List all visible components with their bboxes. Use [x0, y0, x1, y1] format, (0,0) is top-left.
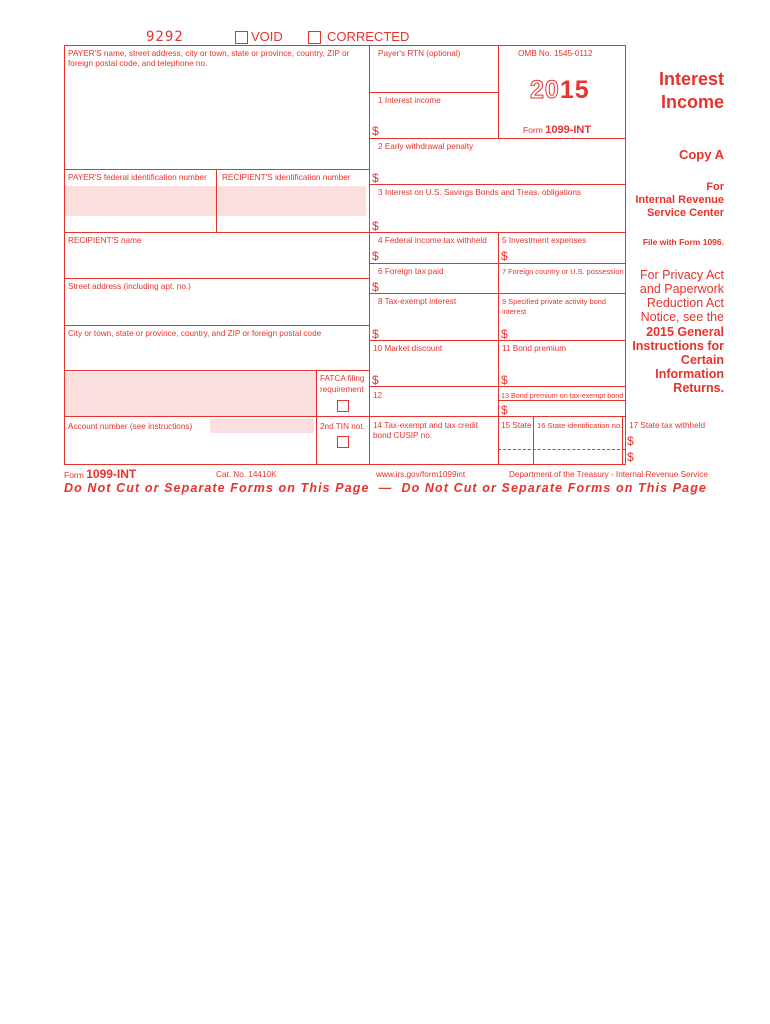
- box15-label: 15 State: [501, 421, 532, 430]
- fatca-label-2: requirement: [320, 385, 364, 394]
- privacy-line-8: Information: [655, 367, 724, 381]
- box1-label: 1 Interest income: [378, 96, 441, 105]
- box11-dollar: $: [501, 373, 508, 387]
- footer-form-prefix: Form: [64, 470, 84, 480]
- privacy-line-4: Notice, see the: [640, 310, 724, 324]
- privacy-line-7: Certain: [680, 353, 724, 367]
- recipient-id-field[interactable]: [218, 186, 366, 216]
- title-income: Income: [660, 92, 724, 112]
- form-number: 1099-INT: [545, 124, 592, 136]
- box9-label: 9 Specified private activity bond interest: [502, 297, 606, 316]
- box8-label: 8 Tax-exempt interest: [378, 297, 457, 306]
- box3-label: 3 Interest on U.S. Savings Bonds and Treas. obligations: [378, 188, 581, 197]
- second-tin-label: 2nd TIN not.: [320, 422, 365, 431]
- box4-label: 4 Federal income tax withheld: [378, 236, 487, 245]
- privacy-line-2: and Paperwork: [639, 282, 724, 296]
- privacy-line-6: Instructions for: [632, 339, 724, 353]
- box11-label: 11 Bond premium: [502, 344, 567, 353]
- form-prefix: Form: [523, 125, 543, 135]
- second-tin-checkbox[interactable]: [337, 436, 349, 448]
- box5-label: 5 Investment expenses: [502, 236, 587, 245]
- omb-number: OMB No. 1545-0112: [518, 49, 593, 58]
- box7-label: 7 Foreign country or U.S. possession: [502, 267, 624, 276]
- box14-label: 14 Tax-exempt and tax credit bond CUSIP no.: [373, 421, 478, 440]
- tax-year-outline: 20: [530, 76, 560, 104]
- fatca-checkbox[interactable]: [337, 400, 349, 412]
- box5-dollar: $: [501, 249, 508, 263]
- form-name-header: [523, 124, 591, 136]
- box17-label: 17 State tax withheld: [629, 421, 706, 430]
- box1-dollar: $: [372, 124, 379, 138]
- box12-label: 12: [373, 391, 383, 400]
- box2-label: 2 Early withdrawal penalty: [378, 142, 474, 151]
- privacy-line-3: Reduction Act: [646, 296, 724, 310]
- box8-dollar: $: [372, 327, 379, 341]
- service-center-label: Service Center: [646, 207, 724, 219]
- box10-dollar: $: [372, 373, 379, 387]
- do-not-cut-warning: Do Not Cut or Separate Forms on This Page — Do Not Cut or Separate Forms on This Page: [64, 481, 707, 495]
- payer-name-label: PAYER'S name, street address, city or town, state or province, country, ZIP or foreign postal code, and telephone no.: [68, 49, 350, 68]
- irs-label: Internal Revenue: [635, 194, 724, 206]
- payer-fed-id-field[interactable]: [64, 186, 216, 216]
- void-label: VOID: [251, 29, 283, 44]
- payer-fed-id-label: PAYER'S federal identification number: [68, 173, 207, 182]
- account-number-shaded: [210, 419, 314, 433]
- box2-dollar: $: [372, 171, 379, 185]
- tax-year: [530, 76, 590, 105]
- recipient-id-label: RECIPIENT'S identification number: [222, 173, 351, 182]
- box16-label: 16 State identification no.: [537, 421, 623, 430]
- footer-url: www.irs.gov/form1099int: [376, 470, 466, 479]
- box17-dollar-2: $: [627, 450, 634, 464]
- recipient-name-label: RECIPIENT'S name: [68, 236, 142, 245]
- box13-label: 13 Bond premium on tax-exempt bond: [501, 391, 624, 400]
- box3-dollar: $: [372, 219, 379, 233]
- form-code: 9292: [146, 29, 184, 45]
- privacy-line-1: For Privacy Act: [639, 268, 724, 282]
- box10-label: 10 Market discount: [373, 344, 443, 353]
- footer-form: [64, 467, 136, 481]
- corrected-label: CORRECTED: [327, 29, 410, 44]
- account-number-label: Account number (see instructions): [68, 422, 193, 431]
- box6-dollar: $: [372, 280, 379, 294]
- box9-dollar: $: [501, 327, 508, 341]
- footer-dept: Department of the Treasury - Internal Revenue Service: [509, 470, 708, 479]
- payer-name-field[interactable]: [66, 72, 366, 166]
- box13-dollar: $: [501, 403, 508, 417]
- fatca-label-1: FATCA filing: [320, 374, 365, 383]
- title-interest: Interest: [658, 69, 724, 89]
- tax-year-bold: 15: [559, 76, 590, 104]
- privacy-line-9: Returns.: [673, 381, 724, 395]
- recipient-street-label: Street address (including apt. no.): [68, 282, 191, 291]
- copy-a-label: Copy A: [678, 147, 724, 162]
- privacy-line-5: 2015 General: [646, 325, 724, 339]
- shaded-area: [64, 372, 316, 416]
- footer-form-name: 1099-INT: [86, 467, 137, 481]
- for-label: For: [706, 181, 724, 193]
- void-checkbox[interactable]: [235, 31, 248, 44]
- payer-rtn-label: Payer's RTN (optional): [378, 49, 461, 58]
- footer-cat-no: Cat. No. 14410K: [216, 470, 277, 479]
- box6-label: 6 Foreign tax paid: [378, 267, 444, 276]
- file-with-label: File with Form 1096.: [642, 237, 724, 247]
- box4-dollar: $: [372, 249, 379, 263]
- box17-dollar-1: $: [627, 434, 634, 448]
- recipient-city-label: City or town, state or province, country, and ZIP or foreign postal code: [68, 329, 322, 338]
- corrected-checkbox[interactable]: [308, 31, 321, 44]
